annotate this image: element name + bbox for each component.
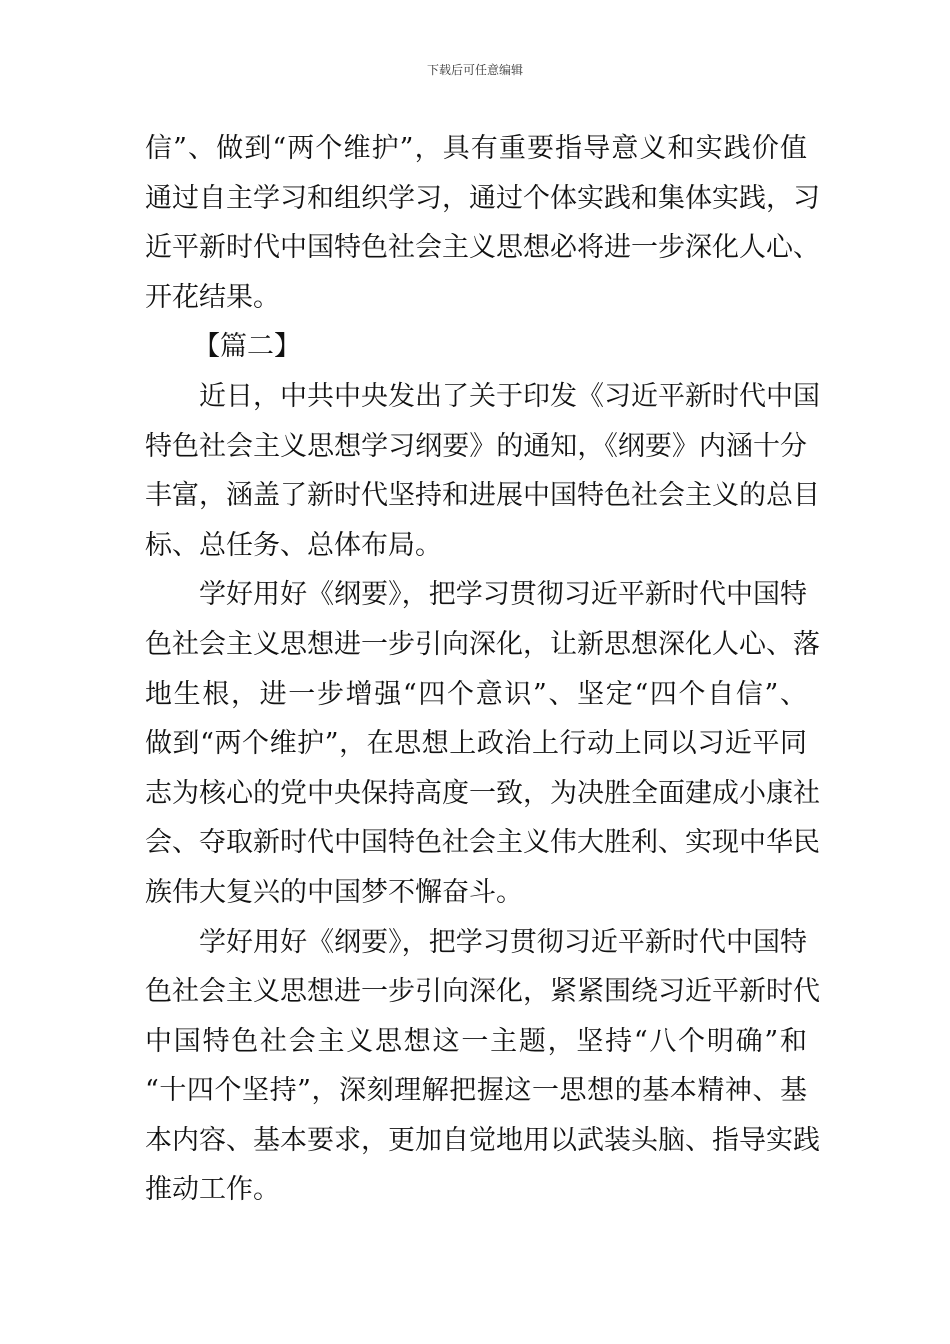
text-line: “十四个坚持”，深刻理解把握这一思想的基本精神、基 (145, 1075, 807, 1107)
text-line: 学好用好《纲要》，把学习贯彻习近平新时代中国特 (199, 926, 807, 958)
text-line: 色社会主义思想进一步引向深化，紧紧围绕习近平新时代 (145, 976, 820, 1008)
text-line: 近日，中共中央发出了关于印发《习近平新时代中国 (199, 380, 820, 412)
text-line: 通过自主学习和组织学习，通过个体实践和集体实践，习 (145, 182, 820, 214)
text-line: 推动工作。 (145, 1174, 280, 1206)
text-line: 特色社会主义思想学习纲要》的通知，《纲要》内涵十分 (145, 430, 807, 462)
text-line: 学好用好《纲要》，把学习贯彻习近平新时代中国特 (199, 579, 807, 611)
text-line: 地生根，进一步增强“四个意识”、坚定“四个自信”、 (145, 678, 807, 710)
text-line: 标、总任务、总体布局。 (145, 529, 442, 561)
document-body (145, 124, 820, 1215)
text-line: 志为核心的党中央保持高度一致，为决胜全面建成小康社 (145, 777, 820, 809)
text-line: 族伟大复兴的中国梦不懈奋斗。 (145, 876, 523, 908)
section-heading: 【篇二】 (193, 331, 301, 363)
text-line: 色社会主义思想进一步引向深化，让新思想深化人心、落 (145, 628, 820, 660)
text-line: 会、夺取新时代中国特色社会主义伟大胜利、实现中华民 (145, 827, 820, 859)
page-header: 下载后可任意编辑 (426, 63, 523, 77)
text-line: 信”、做到“两个维护”，具有重要指导意义和实践价值 (145, 133, 807, 164)
text-line: 丰富，涵盖了新时代坚持和进展中国特色社会主义的总目 (145, 480, 820, 512)
text-line: 做到“两个维护”，在思想上政治上行动上同以习近平同 (145, 728, 807, 760)
text-line: 近平新时代中国特色社会主义思想必将进一步深化人心、 (145, 232, 820, 264)
text-line: 开花结果。 (145, 281, 280, 313)
text-line: 本内容、基本要求，更加自觉地用以武装头脑、指导实践 (145, 1124, 820, 1156)
text-line: 中国特色社会主义思想这一主题，坚持“八个明确”和 (145, 1025, 807, 1057)
